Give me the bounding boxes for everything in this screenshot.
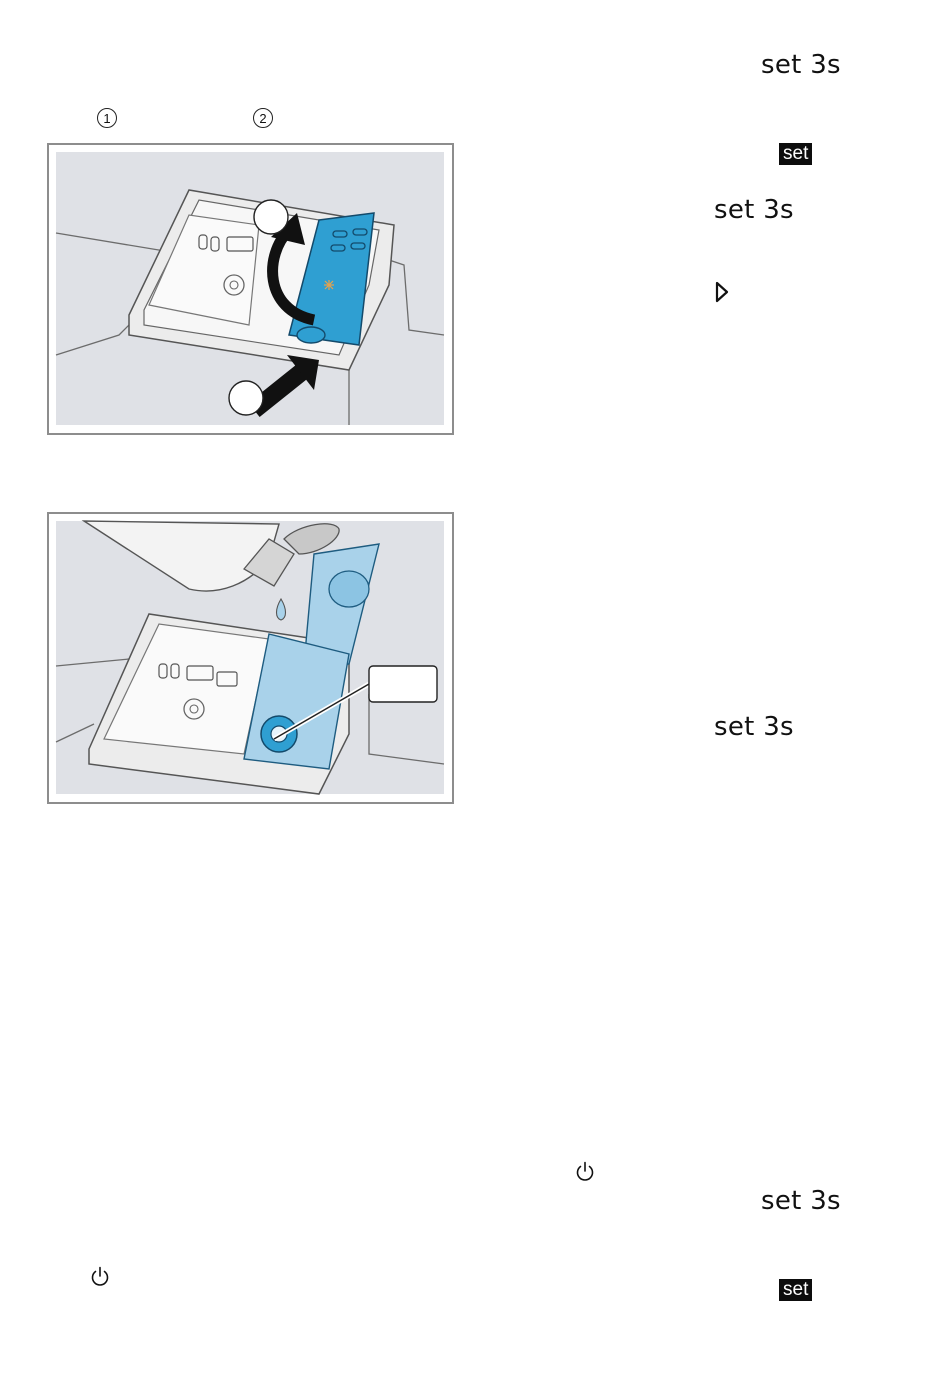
play-arrow-icon [714,281,730,303]
set-3s-label: set 3s [714,195,794,225]
figure-fill-rinse-aid [47,512,454,804]
set-button-badge: set [779,1279,812,1301]
step-marker-1: 1 [97,108,117,128]
power-icon [575,1161,595,1183]
set-button-badge: set [779,143,812,165]
power-icon [90,1266,110,1288]
figure-open-dispenser [47,143,454,435]
set-3s-label: set 3s [714,712,794,742]
set-3s-label: set 3s [761,50,841,80]
set-3s-label: set 3s [761,1186,841,1216]
step-marker-2: 2 [253,108,273,128]
